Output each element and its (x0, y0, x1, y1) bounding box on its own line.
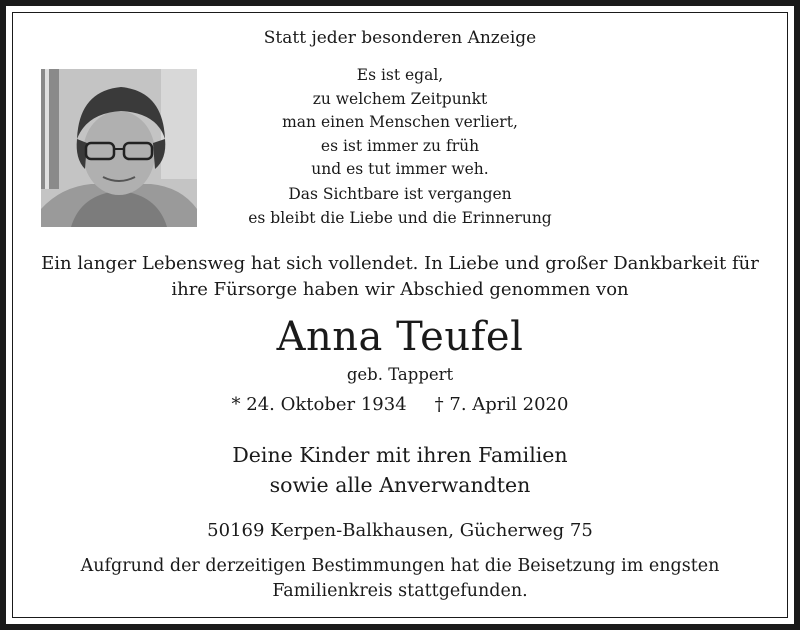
deceased-name: Anna Teufel (276, 314, 524, 360)
family-line: sowie alle Anverwandten (269, 472, 531, 497)
intro-line: Ein langer Lebensweg hat sich vollendet. In Liebe und großer Dankbarkeit für (41, 253, 759, 274)
poem-line: Das Sichtbare ist vergangen (288, 185, 512, 203)
poem-line: es bleibt die Liebe und die Erinnerung (248, 208, 552, 227)
birth-date: * 24. Oktober 1934 (231, 394, 407, 415)
notice-line: Familienkreis stattgefunden. (272, 581, 528, 601)
portrait-image (41, 69, 197, 227)
life-dates (0, 394, 800, 415)
burial-notice (0, 554, 800, 604)
poem-verse-2 (200, 183, 600, 230)
address-text: 50169 Kerpen-Balkhausen, Gücherweg 75 (207, 520, 593, 541)
poem-line: zu welchem Zeitpunkt (312, 89, 488, 108)
family-signature (0, 441, 800, 500)
poem-verse (200, 64, 600, 182)
intro-line: ihre Fürsorge haben wir Abschied genommen von (171, 278, 629, 300)
poem-line: Es ist egal, (356, 66, 444, 84)
poem-line: und es tut immer weh. (311, 160, 489, 178)
intro-text (0, 251, 800, 302)
portrait-photo (41, 69, 197, 227)
poem-line: es ist immer zu früh (320, 136, 480, 155)
death-date: † 7. April 2020 (434, 394, 569, 415)
notice-line: Aufgrund der derzeitigen Bestimmungen hat die Beisetzung im engsten (80, 556, 720, 576)
maiden-name: geb. Tappert (346, 365, 454, 384)
family-line: Deine Kinder mit ihren Familien (232, 443, 568, 467)
poem-line: man einen Menschen verliert, (282, 113, 518, 131)
header-text: Statt jeder besonderen Anzeige (263, 28, 537, 48)
